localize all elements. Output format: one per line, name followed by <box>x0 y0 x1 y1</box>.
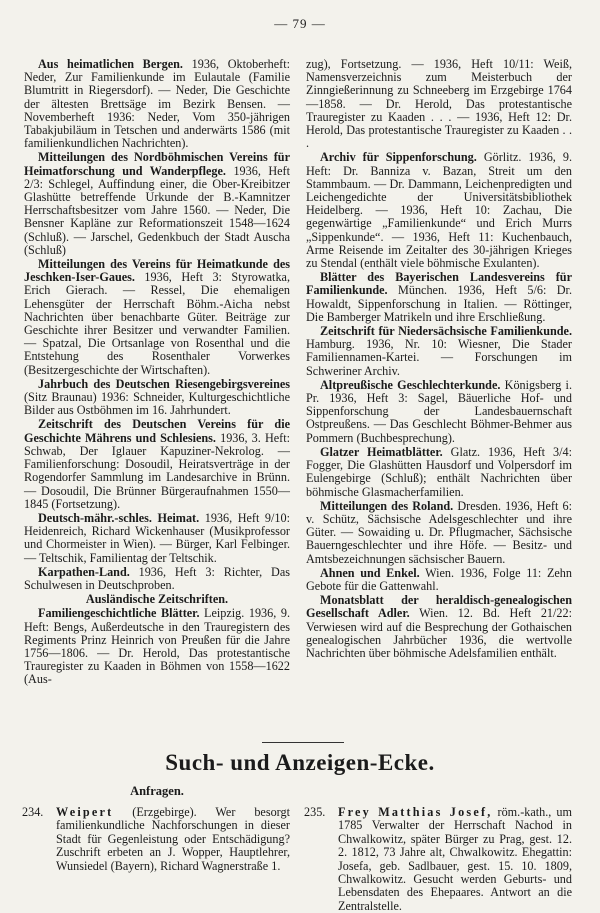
bibliography-entry <box>24 378 290 418</box>
entry-body: (Sitz Braunau) 1936: Schneider, Kulturgeschichtliche Bilder aus Ostböhmen im 16. Jahrhundert. <box>24 390 290 418</box>
periodical-title: Zeitschrift des Deutschen Vereins für die Geschichte Mährens und Schlesiens. <box>24 417 290 445</box>
periodical-title: Archiv für Sippenforschung. <box>320 150 477 165</box>
entry-body: Dresden. 1936, Heft 6: v. Schütz, Sächsische Adelsgeschlechter und ihre Güter. — Sowaiding u. Dr. Pflugmacher, Sächsische Bauerngeschlechter und ihre Höfe. — Besitz- und Amtsbezeichnungen sächsischer Bauern. <box>306 498 572 566</box>
bibliography-entry <box>306 446 572 499</box>
periodical-title: Deutsch-mähr.-schles. Heimat. <box>38 510 200 525</box>
periodical-title: Altpreußische Geschlechterkunde. <box>320 377 501 392</box>
entry-body: Wien. 12. Bd. Heft 21/22: Verwiesen wird auf die Besprechung der Gothaischen genealogischen Jahrbücher 1936, die wertvolle Nachrichten über böhmische Adelsfamilien enthält. <box>306 606 572 660</box>
right-column <box>306 58 572 661</box>
periodical-title: Karpathen-Land. <box>38 564 130 579</box>
periodical-title: Mitteilungen des Vereins für Heimatkunde des Jeschken-Iser-Gaues. <box>24 257 290 285</box>
page-number: — 79 — <box>274 16 326 31</box>
periodical-title: Blätter des Bayerischen Landesvereins für Familienkunde. <box>306 270 572 298</box>
query-name: Weipert <box>56 805 114 819</box>
periodical-title: Familiengeschichtliche Blätter. <box>38 606 200 621</box>
bibliography-entry <box>24 258 290 377</box>
entry-body: 1936, Heft 3: Styrowatka, Erich Gierach. — Ressel, Die ehemaligen Lehensgüter der Herrschaft Böhm.-Aicha nebst Nachrichten über benachbarte Güter. Beiträge zur Geschichte ihrer Besitzer und verwandter Familien. — Spatzal, Die Ortsanlage von Rosenthal und die Entstehung des Rosenthaler Vorwerkes (Besitzergeschichte der Wirtschaften). <box>24 270 290 377</box>
bibliography-entry <box>24 512 290 565</box>
entry-body: 1936, Heft 2/3: Schlegel, Auffindung einer, die Ober-Kreibitzer Glashütte betreffende Urkunde der B.-Kamnitzer Herrschaftsbesitzer vom Jahre 1560. — Neder, Die Bensner Kapläne zur Reformationszeit 1548—1624 (Schluß). — Jarschel, Gedenkbuch der Stadt Auscha (Schluß) <box>24 163 290 257</box>
query-body: (Erzgebirge). Wer besorgt familienkundliche Nachforschungen in dieser Stadt für Gegenleistung oder Entschädigung? Zuschrift erbeten an J. Wopper, Hauptlehrer, Wunsiedel (Bayern), Richard Wagnerstraße 1. <box>56 805 290 873</box>
query-number: 235. <box>304 805 326 819</box>
entry-body: 1936, Heft 9/10: Heidenreich, Richard Wickenhauser (Musikprofessor und Chormeister in Wien). — Bürger, Karl Felbinger. — Teltschik, Familientag der Teltschik. <box>24 510 290 565</box>
bibliography-entry <box>24 418 290 510</box>
left-column <box>24 58 290 688</box>
bibliography-entry <box>306 58 572 150</box>
bibliography-entry <box>306 500 572 566</box>
periodical-title: Ahnen und Enkel. <box>320 565 420 580</box>
query-item <box>22 806 290 873</box>
bibliography-entry <box>306 325 572 378</box>
entry-body: München. 1936, Heft 5/6: Dr. Howaldt, Sippenforschung in Italien. — Röttinger, Die Bamberger Matrikeln und ihre Erschließung. <box>306 283 572 324</box>
bibliography-entry <box>306 379 572 445</box>
entry-body: zug), Fortsetzung. — 1936, Heft 10/11: Weiß, Namensverzeichnis zum Meisterbuch der Zinngießerinnung zu Schneeberg im Erzgebirge 1764—1858. — Dr. Herold, Das protestantische Trauregister zu Kaaden . . . — 1936, Heft 12: Dr. Herold, Das protestantische Trauregister zu Kaaden . . . <box>306 57 572 151</box>
periodical-title: Glatzer Heimatblätter. <box>320 444 443 459</box>
section-subheading: Anfragen. <box>130 784 184 798</box>
bibliography-entry <box>24 607 290 686</box>
bibliography-entry <box>24 566 290 592</box>
bibliography-entry <box>306 151 572 270</box>
periodical-title: Zeitschrift für Niedersächsische Familienkunde. <box>320 324 572 339</box>
query-name: Frey Matthias Josef, <box>338 805 493 819</box>
query-number: 234. <box>22 805 44 819</box>
bibliography-entry <box>24 58 290 150</box>
periodical-title: Mitteilungen des Nordböhmischen Vereins für Heimatforschung und Wanderpflege. <box>24 150 290 178</box>
periodical-title: Jahrbuch des Deutschen Riesengebirgsvereines <box>38 376 290 391</box>
entry-body: Königsberg i. Pr. 1936, Heft 3: Sagel, Bäuerliche Hof- und Sippenforschung der Landesbauernschaft Ostpreußens. — Das Geschlecht Böhmer-Behmer aus Pommern (Buchbesprechung). <box>306 377 572 445</box>
entry-body: Leipzig. 1936, 9. Heft: Bengs, Außerdeutsche in den Trauregistern des Regiments Prinz Heinrich von Preußen für die Jahre 1756—1806. — Dr. Herold, Das protestantische Trauregister zu Kaaden in Böhmen von 1558—1622 (Aus- <box>24 606 290 687</box>
entry-body: Görlitz. 1936, 9. Heft: Dr. Banniza v. Bazan, Streit um den Stammbaum. — Dr. Dammann, Leichenpredigten und Leichengedichte der Universitätsbibliothek Heidelberg. — 1936, Heft 10: Zachau, Die gegenwärtige „Familienkunde“ und Erich Murrs „Sippenkunde“. — 1936, Heft 11: Kuchenbauch, Arme Reisende im Zeitalter des 30-jährigen Krieges zu Stendal (enthält viele böhmische Exulanten). <box>306 150 572 271</box>
bibliography-entry <box>306 567 572 593</box>
section-heading: Such- und Anzeigen-Ecke. <box>165 750 435 775</box>
periodical-title: Mitteilungen des Roland. <box>320 498 454 513</box>
bibliography-entry <box>306 594 572 660</box>
bibliography-entry <box>306 271 572 324</box>
query-body: röm.-kath., um 1785 Verwalter der Herrschaft Nachod in Chwalkowitz, später Bürger zu Prag, gest. 12. 2. 1812, 73 Jahre alt, Chwalkowitz. Ehegattin: Josefa, geb. Sadlbauer, gest. 15. 10. 1809, Chwalkowitz. Gesucht werden Geburts- und Lebensdaten des Ehepaares. Antwort an die Zentralstelle. <box>338 805 572 913</box>
periodical-title: Aus heimatlichen Bergen. <box>38 57 183 71</box>
entry-body: 1936, Oktoberheft: Neder, Zur Familienkunde im Eulautale (Familie Blumtritt in Riegersdorf). — Neder, Die Geschichte der ältesten Brettsäge im Bezirk Bensen. — Novemberheft 1936: Neder, Vom 350-jährigen Tabakjubiläum in Tetschen und anderwärts 1586 (mit familienkundlichen Nachrichten). <box>24 57 290 151</box>
entry-body: Hamburg. 1936, Nr. 10: Wiesner, Die Stader Familiennamen-Kartei. — Forschungen im Schweriner Archiv. <box>306 337 572 378</box>
subheading: Ausländische Zeitschriften. <box>85 592 229 607</box>
entry-body: 1936, Heft 3: Richter, Das Schulwesen in Deutschproben. <box>24 564 290 592</box>
query-item <box>304 806 572 913</box>
section-divider <box>262 742 344 743</box>
entry-body: Glatz. 1936, Heft 3/4: Fogger, Die Glashütten Hausdorf und Volpersdorf im Eulengebirge (Schluß); enthält Nachrichten über böhmische Glasmacherfamilien. <box>306 444 572 499</box>
bibliography-entry <box>24 151 290 257</box>
entry-body: Wien. 1936, Folge 11: Zehn Gebote für die Gattenwahl. <box>306 565 572 593</box>
periodical-title: Monatsblatt der heraldisch-genealogischen Gesellschaft Adler. <box>306 593 572 621</box>
entry-body: 1936, 3. Heft: Schwab, Der Iglauer Kapuziner-Nekrolog. — Familienforschung: Dosoudil, Heiratsverträge in der Rogendorfer Sammlung im Landesarchive in Brünn. — Dosoudil, Die Brünner Bürgeraufnahmen 1550—1845 (Fortsetzung). <box>24 430 291 511</box>
